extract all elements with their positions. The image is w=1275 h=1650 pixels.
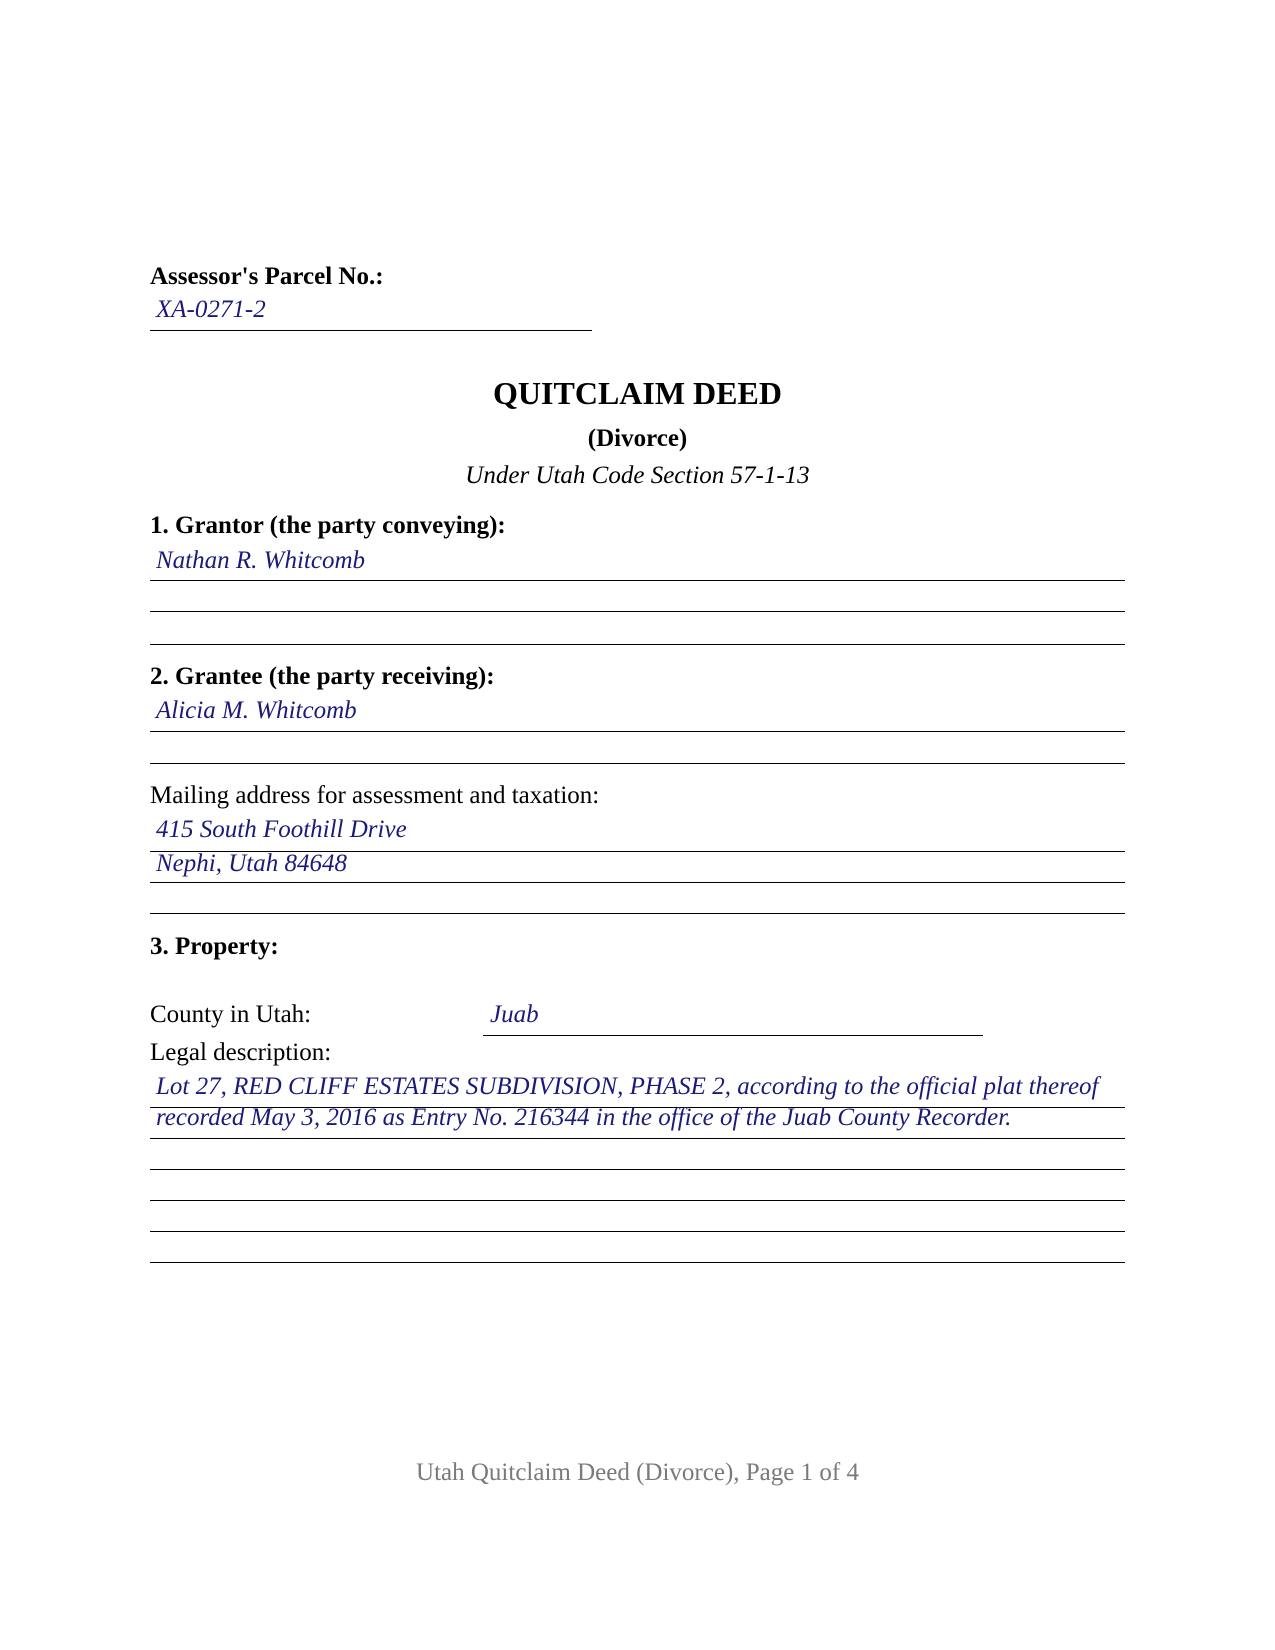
mailing-address-line1-value[interactable]: 415 South Foothill Drive — [156, 816, 407, 843]
grantee-line-1 — [150, 731, 1125, 732]
legal-line-2 — [150, 1138, 1125, 1139]
property-label: 3. Property: — [150, 933, 279, 960]
mailing-address-line2-value[interactable]: Nephi, Utah 84648 — [156, 850, 347, 877]
legal-description-line1-value[interactable]: Lot 27, RED CLIFF ESTATES SUBDIVISION, PHASE 2, according to the official plat thereof — [156, 1073, 1099, 1100]
county-underline — [483, 1035, 983, 1036]
grantor-line-2 — [150, 611, 1125, 612]
grantor-line-1 — [150, 580, 1125, 581]
mailing-address-label: Mailing address for assessment and taxation: — [150, 782, 600, 809]
grantee-name-value[interactable]: Alicia M. Whitcomb — [156, 697, 357, 724]
grantor-label: 1. Grantor (the party conveying): — [150, 512, 506, 539]
statute-reference: Under Utah Code Section 57-1-13 — [465, 462, 810, 489]
legal-line-6 — [150, 1262, 1125, 1263]
document-subtitle: (Divorce) — [587, 425, 688, 452]
mailing-line-2 — [150, 882, 1125, 883]
legal-line-5 — [150, 1231, 1125, 1232]
grantor-name-value[interactable]: Nathan R. Whitcomb — [156, 547, 366, 574]
legal-line-4 — [150, 1200, 1125, 1201]
mailing-line-3 — [150, 913, 1125, 914]
grantee-label: 2. Grantee (the party receiving): — [150, 663, 495, 690]
grantee-line-2 — [150, 763, 1125, 764]
legal-description-line2-value[interactable]: recorded May 3, 2016 as Entry No. 216344 in the office of the Juab County Recorder. — [156, 1104, 1012, 1131]
legal-line-3 — [150, 1169, 1125, 1170]
parcel-underline — [150, 330, 592, 331]
parcel-label: Assessor's Parcel No.: — [150, 263, 384, 290]
legal-description-label: Legal description: — [150, 1039, 332, 1066]
parcel-number-value[interactable]: XA-0271-2 — [156, 296, 266, 323]
county-label: County in Utah: — [150, 1001, 312, 1028]
document-title: QUITCLAIM DEED — [493, 375, 782, 411]
county-value[interactable]: Juab — [490, 1001, 539, 1028]
page-footer: Utah Quitclaim Deed (Divorce), Page 1 of 4 — [416, 1459, 859, 1486]
grantor-line-3 — [150, 644, 1125, 645]
